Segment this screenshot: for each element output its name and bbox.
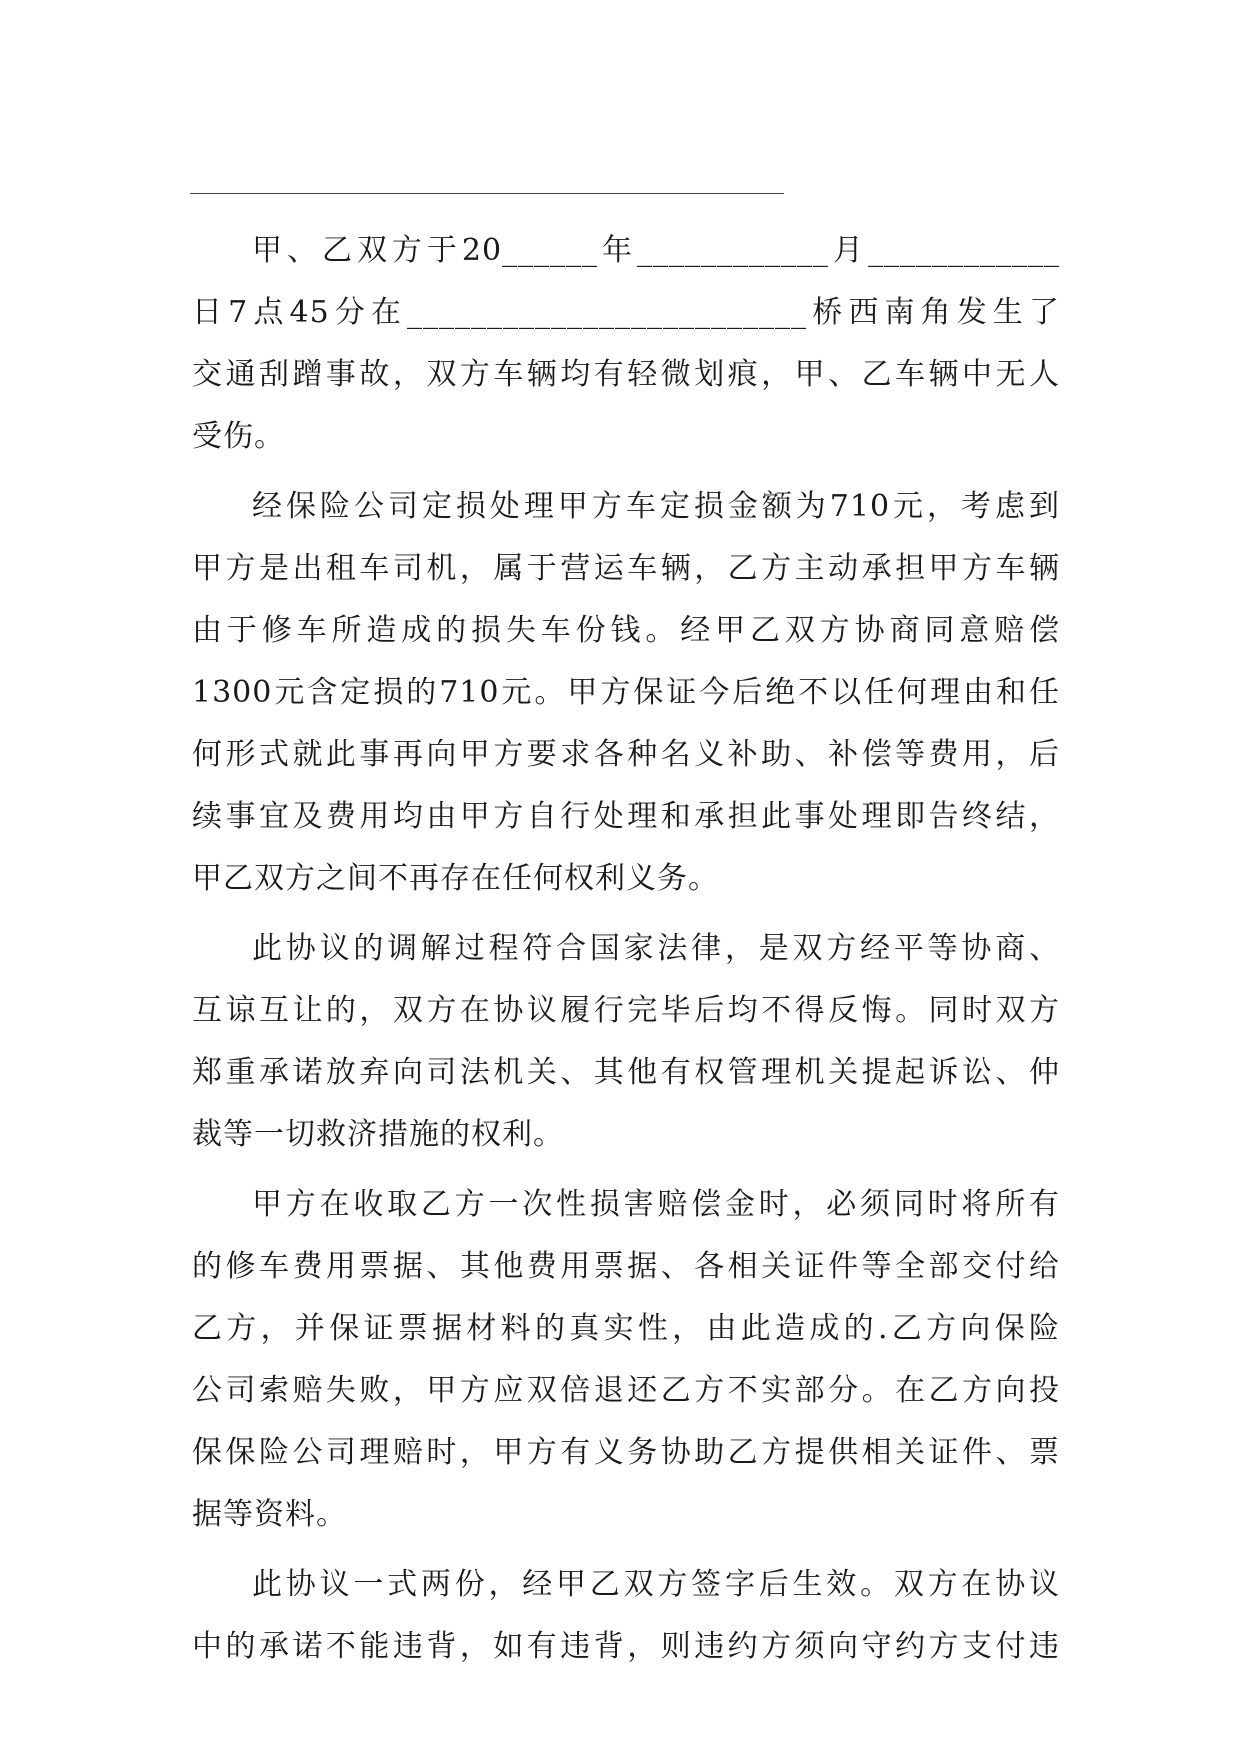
top-rule	[190, 193, 784, 194]
paragraph-mediation	[192, 918, 1060, 1166]
paragraph-accident	[192, 220, 1060, 468]
paragraph-line: 裁等一切救济措施的权利。	[192, 1117, 564, 1152]
paragraph-line: 保保险公司理赔时，甲方有义务协助乙方提供相关证件、票	[192, 1435, 1060, 1470]
paragraph-line: 何形式就此事再向甲方要求各种名义补助、补偿等费用，后	[192, 737, 1060, 772]
paragraph-line: 乙方，并保证票据材料的真实性，由此造成的.乙方向保险	[192, 1311, 1060, 1346]
paragraph-line: 此协议一式两份，经甲乙双方签字后生效。双方在协议	[252, 1567, 1060, 1602]
paragraph-copies	[192, 1554, 1060, 1678]
paragraph-line: 甲方在收取乙方一次性损害赔偿金时，必须同时将所有	[252, 1187, 1060, 1222]
paragraph-compensation	[192, 476, 1060, 910]
paragraph-line: 1300元含定损的710元。甲方保证今后绝不以任何理由和任	[192, 675, 1060, 710]
paragraph-line: 郑重承诺放弃向司法机关、其他有权管理机关提起诉讼、仲	[192, 1055, 1060, 1090]
paragraph-line: 互谅互让的，双方在协议履行完毕后均不得反悔。同时双方	[192, 993, 1060, 1028]
paragraph-line: 日7点45分在_________________________桥西南角发生了	[192, 295, 1060, 330]
paragraph-receipts	[192, 1174, 1060, 1546]
paragraph-line: 由于修车所造成的损失车份钱。经甲乙双方协商同意赔偿	[192, 613, 1060, 648]
paragraph-line: 交通刮蹭事故，双方车辆均有轻微划痕，甲、乙车辆中无人	[192, 357, 1060, 392]
paragraph-line: 受伤。	[192, 419, 285, 454]
paragraph-line: 中的承诺不能违背，如有违背，则违约方须向守约方支付违	[192, 1629, 1060, 1664]
paragraph-line: 此协议的调解过程符合国家法律，是双方经平等协商、	[252, 931, 1060, 966]
paragraph-line: 的修车费用票据、其他费用票据、各相关证件等全部交付给	[192, 1249, 1060, 1284]
paragraph-line: 据等资料。	[192, 1497, 347, 1532]
paragraph-line: 公司索赔失败，甲方应双倍退还乙方不实部分。在乙方向投	[192, 1373, 1060, 1408]
paragraph-line: 甲、乙双方于20______年____________月____________	[252, 233, 1060, 268]
document-body	[192, 220, 1060, 1678]
paragraph-line: 甲乙双方之间不再存在任何权利义务。	[192, 861, 719, 896]
paragraph-line: 续事宜及费用均由甲方自行处理和承担此事处理即告终结，	[192, 799, 1060, 834]
paragraph-line: 甲方是出租车司机，属于营运车辆，乙方主动承担甲方车辆	[192, 551, 1060, 586]
paragraph-line: 经保险公司定损处理甲方车定损金额为710元，考虑到	[252, 489, 1060, 524]
